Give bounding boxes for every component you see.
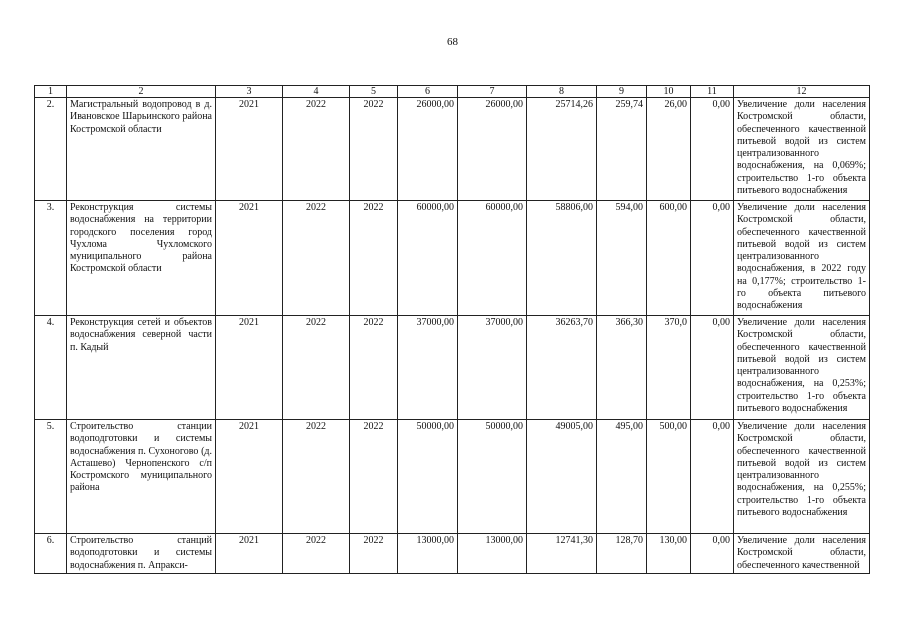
table-row [35,316,870,420]
cell-col9: 495,00 [597,420,647,534]
cell-col5: 2022 [350,316,398,420]
object-name: Магистральный водопровод в д. Ивановское Шарьинского района Костромской области [67,98,216,201]
result-text: Увеличение доли населения Костромской области, обеспеченного качественной питьевой водой из систем централизованного водоснабжения, на 0,069%; строительство 1-го объекта питьевого водоснабжения [734,98,870,201]
cell-col4: 2022 [283,316,350,420]
cell-col3: 2021 [216,316,283,420]
cell-col10: 130,00 [647,534,691,574]
cell-col10: 600,00 [647,201,691,316]
header-cell: 11 [691,86,734,98]
table-header-row [35,86,870,98]
cell-col5: 2022 [350,201,398,316]
header-cell: 5 [350,86,398,98]
cell-col6: 37000,00 [398,316,458,420]
cell-col11: 0,00 [691,316,734,420]
cell-col7: 50000,00 [458,420,527,534]
program-table [34,85,870,574]
cell-col9: 128,70 [597,534,647,574]
cell-col11: 0,00 [691,420,734,534]
cell-col3: 2021 [216,420,283,534]
header-cell: 2 [67,86,216,98]
result-text [734,534,870,574]
header-cell: 1 [35,86,67,98]
object-name: Реконструкция системы водоснабжения на территории городского поселения город Чухлома Чухломского муниципального района Костромской области [67,201,216,316]
header-cell: 3 [216,86,283,98]
cell-col6: 60000,00 [398,201,458,316]
cell-col5: 2022 [350,420,398,534]
cell-col7: 13000,00 [458,534,527,574]
cell-col7: 60000,00 [458,201,527,316]
cell-col9: 594,00 [597,201,647,316]
object-name [67,534,216,574]
cell-col8: 12741,30 [527,534,597,574]
cell-col4: 2022 [283,534,350,574]
cell-col5: 2022 [350,98,398,201]
row-number: 6. [35,534,67,574]
header-cell: 6 [398,86,458,98]
table-row [35,98,870,201]
header-cell: 7 [458,86,527,98]
cell-col10: 500,00 [647,420,691,534]
result-text: Увеличение доли населения Костромской области, обеспеченного качественной питьевой водой из систем централизованного водоснабжения, на 0,255%; строительство 1-го объекта питьевого водоснабжения [734,420,870,534]
table-row [35,201,870,316]
cell-col11: 0,00 [691,534,734,574]
row-number: 5. [35,420,67,534]
result-text-content: Увеличение доли населения Костромской области, обеспеченного качественной [737,535,866,571]
row-number: 2. [35,98,67,201]
cell-col4: 2022 [283,201,350,316]
cell-col7: 37000,00 [458,316,527,420]
cell-col11: 0,00 [691,201,734,316]
cell-col6: 50000,00 [398,420,458,534]
header-cell: 10 [647,86,691,98]
cell-col8: 25714,26 [527,98,597,201]
row-number: 3. [35,201,67,316]
cell-col3: 2021 [216,534,283,574]
result-text: Увеличение доли населения Костромской области, обеспеченного качественной питьевой водой из систем централизованного водоснабжения, на 0,253%; строительство 1-го объекта питьевого водоснабжения [734,316,870,420]
cell-col6: 26000,00 [398,98,458,201]
header-cell: 8 [527,86,597,98]
cell-col8: 58806,00 [527,201,597,316]
cell-col7: 26000,00 [458,98,527,201]
cell-col9: 259,74 [597,98,647,201]
cell-col10: 26,00 [647,98,691,201]
cell-col11: 0,00 [691,98,734,201]
cell-col6: 13000,00 [398,534,458,574]
cell-col10: 370,0 [647,316,691,420]
cell-col8: 36263,70 [527,316,597,420]
object-name-text: Строительство станций водоподготовки и системы водоснабжения п. Апракси- [70,535,212,571]
cell-col8: 49005,00 [527,420,597,534]
object-name: Строительство станции водоподготовки и системы водоснабжения п. Сухоногово (д. Асташево) Чернопенского с/п Костромского муниципального района [67,420,216,534]
header-cell: 9 [597,86,647,98]
header-cell: 4 [283,86,350,98]
table-row [35,420,870,534]
cell-col4: 2022 [283,420,350,534]
header-cell: 12 [734,86,870,98]
cell-col4: 2022 [283,98,350,201]
cell-col3: 2021 [216,201,283,316]
cell-col5: 2022 [350,534,398,574]
table-row [35,534,870,574]
cell-col3: 2021 [216,98,283,201]
object-name: Реконструкция сетей и объектов водоснабжения северной части п. Кадый [67,316,216,420]
result-text: Увеличение доли населения Костромской области, обеспеченного качественной питьевой водой из систем централизованного водоснабжения, в 2022 году на 0,177%; строительство 1-го объекта питьевого водоснабжения [734,201,870,316]
cell-col9: 366,30 [597,316,647,420]
page-number: 68 [447,36,458,48]
row-number: 4. [35,316,67,420]
